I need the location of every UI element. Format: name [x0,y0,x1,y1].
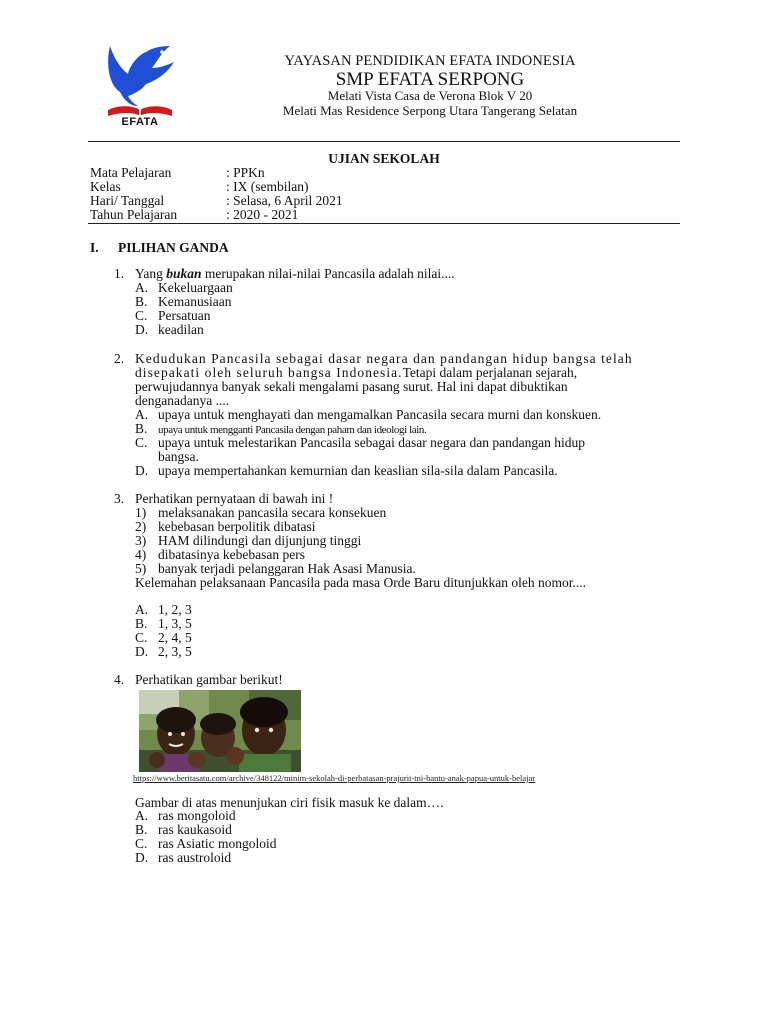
option-letter: C. [135,308,148,323]
statement-number: 5) [135,561,147,576]
meta-key: Hari/ Tanggal [90,193,165,208]
statement-number: 1) [135,505,147,520]
statement-text: melaksanakan pancasila secara konsekuen [158,505,387,520]
option-letter: B. [135,294,148,309]
children-photo [139,690,301,772]
option-letter: C. [135,435,148,450]
option-text: 1, 3, 5 [158,616,192,631]
option-text: Persatuan [158,308,211,323]
option-letter: A. [135,602,149,617]
section-title: PILIHAN GANDA [118,240,229,255]
header-divider [88,141,680,142]
option-text: upaya untuk mengganti Pancasila dengan paham dan ideologi lain. [158,424,427,436]
option-letter: C. [135,836,148,851]
question-text-line: perwujudannya banyak sekali mengalami pasang surut. Hal ini dapat dibuktikan [135,379,568,394]
exam-title: UJIAN SEKOLAH [328,151,440,166]
meta-value: : 2020 - 2021 [226,207,299,222]
image-source-link[interactable]: https://www.beritasatu.com/archive/348122/minim-sekolah-di-perbatasan-prajurit-tni-bantu-anak-papua-untuk-belajar [133,773,536,783]
address-line-2: Melati Mas Residence Serpong Utara Tangerang Selatan [282,103,578,118]
option-letter: B. [135,616,148,631]
question-number: 1. [114,266,125,281]
option-letter: D. [135,644,149,659]
option-text: ras austroloid [158,850,232,865]
option-letter: A. [135,407,149,422]
question-emphasis: bukan [166,266,202,281]
question-intro: Perhatikan pernyataan di bawah ini ! [135,491,334,506]
option-letter: A. [135,808,149,823]
option-text-continued: bangsa. [158,449,199,464]
address-line-1: Melati Vista Casa de Verona Blok V 20 [327,88,533,103]
option-letter: D. [135,463,149,478]
meta-key: Tahun Pelajaran [90,207,178,222]
question-text-pre: Yang [135,266,167,281]
meta-key: Kelas [90,179,121,194]
question-text-post: merupakan nilai-nilai Pancasila adalah nilai.... [201,266,455,281]
question-text: Gambar di atas menunjukan ciri fisik masuk ke dalam…. [135,795,444,810]
statement-text: HAM dilindungi dan dijunjung tinggi [158,533,362,548]
option-letter: D. [135,850,149,865]
statement-text: dibatasinya kebebasan pers [158,547,305,562]
option-letter: D. [135,322,149,337]
option-text: ras mongoloid [158,808,236,823]
option-text: keadilan [158,322,204,337]
question-number: 2. [114,351,125,366]
question-1-text [135,267,455,281]
question-number: 3. [114,491,125,506]
meta-value: : Selasa, 6 April 2021 [226,193,343,208]
meta-value: : IX (sembilan) [226,179,309,194]
statement-text: banyak terjadi pelanggaran Hak Asasi Manusia. [158,561,416,576]
option-letter: B. [135,822,148,837]
school-logo [100,40,180,130]
question-text-segment: Tetapi dalam perjalanan sejarah, [402,365,578,380]
question-text-segment: disepakati oleh seluruh bangsa Indonesia. [135,365,403,380]
statement-number: 4) [135,547,147,562]
option-text: ras kaukasoid [158,822,232,837]
question-text-line [135,366,577,380]
option-letter: C. [135,630,148,645]
option-text: upaya untuk melestarikan Pancasila sebagai dasar negara dan pandangan hidup [158,435,585,450]
question-text: Kelemahan pelaksanaan Pancasila pada masa Orde Baru ditunjukkan oleh nomor.... [135,575,586,590]
statement-number: 3) [135,533,147,548]
option-text: 2, 4, 5 [158,630,192,645]
meta-divider [88,223,680,224]
meta-value: : PPKn [226,165,265,180]
question-text-line: Kedudukan Pancasila sebagai dasar negara dan pandangan hidup bangsa telah [135,351,633,366]
option-text: Kekeluargaan [158,280,233,295]
meta-key: Mata Pelajaran [90,165,172,180]
option-letter: A. [135,280,149,295]
foundation-name: YAYASAN PENDIDIKAN EFATA INDONESIA [284,53,576,69]
option-text: upaya untuk menghayati dan mengamalkan Pancasila secara murni dan konskuen. [158,407,602,422]
question-number: 4. [114,672,125,687]
option-text: ras Asiatic mongoloid [158,836,277,851]
question-text-line: denganadanya .... [135,393,230,408]
school-name: SMP EFATA SERPONG [335,69,525,90]
statement-number: 2) [135,519,147,534]
option-text: upaya mempertahankan kemurnian dan keaslian sila-sila dalam Pancasila. [158,463,558,478]
logo-text: EFATA [121,116,159,128]
children-thumbs-up-photo-icon [139,690,301,772]
option-text: Kemanusiaan [158,294,232,309]
statement-text: kebebasan berpolitik dibatasi [158,519,316,534]
option-text: 2, 3, 5 [158,644,192,659]
option-text: 1, 2, 3 [158,602,192,617]
option-letter: B. [135,421,148,436]
section-number: I. [90,240,99,255]
question-intro: Perhatikan gambar berikut! [135,672,283,687]
